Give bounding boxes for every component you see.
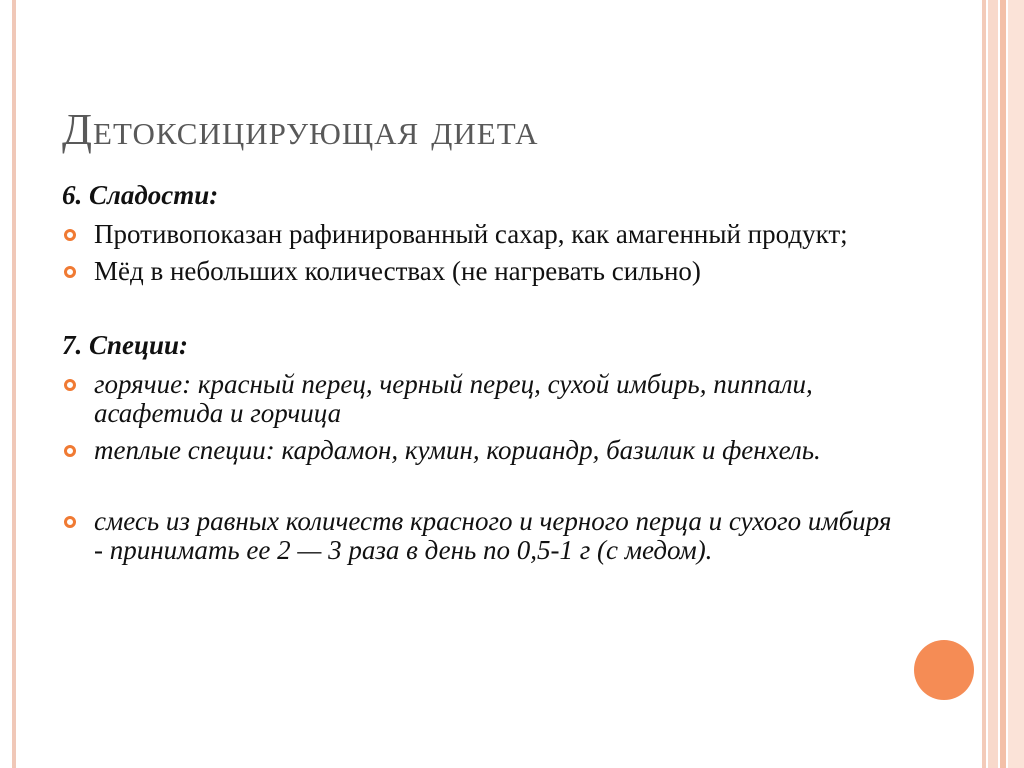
section-heading-sweets: 6. Сладости: bbox=[62, 180, 219, 210]
bullet-icon bbox=[64, 379, 76, 391]
right-stripe bbox=[1000, 0, 1006, 768]
accent-circle bbox=[914, 640, 974, 700]
right-stripe bbox=[1008, 0, 1024, 768]
bullet-icon bbox=[64, 445, 76, 457]
slide-title: Детоксицирующая диета bbox=[62, 105, 539, 154]
spacer bbox=[62, 473, 902, 507]
spacer bbox=[62, 294, 902, 328]
list-item-text: Мёд в небольших количествах (не нагревать сильно) bbox=[94, 256, 701, 286]
list-item bbox=[62, 436, 902, 465]
left-frame-border bbox=[12, 0, 16, 768]
slide-content bbox=[62, 178, 902, 573]
list-item-text: теплые специи: кардамон, кумин, кориандр, базилик и фенхель. bbox=[94, 435, 821, 465]
right-stripe bbox=[988, 0, 998, 768]
bullet-icon bbox=[64, 266, 76, 278]
list-item bbox=[62, 507, 902, 565]
bullet-icon bbox=[64, 516, 76, 528]
list-item bbox=[62, 257, 902, 286]
list-item bbox=[62, 370, 902, 428]
section-heading-spices: 7. Специи: bbox=[62, 330, 189, 360]
spices-list bbox=[62, 370, 902, 565]
sweets-list bbox=[62, 220, 902, 286]
list-item-text: горячие: красный перец, черный перец, сухой имбирь, пиппали, асафетида и горчица bbox=[94, 369, 813, 428]
right-stripe bbox=[982, 0, 986, 768]
list-item-text: смесь из равных количеств красного и черного перца и сухого имбиря - принимать ее 2 — 3 раза в день по 0,5-1 г (с медом). bbox=[94, 506, 892, 565]
list-item-text: Противопоказан рафинированный сахар, как амагенный продукт; bbox=[94, 219, 848, 249]
list-item bbox=[62, 220, 902, 249]
bullet-icon bbox=[64, 229, 76, 241]
